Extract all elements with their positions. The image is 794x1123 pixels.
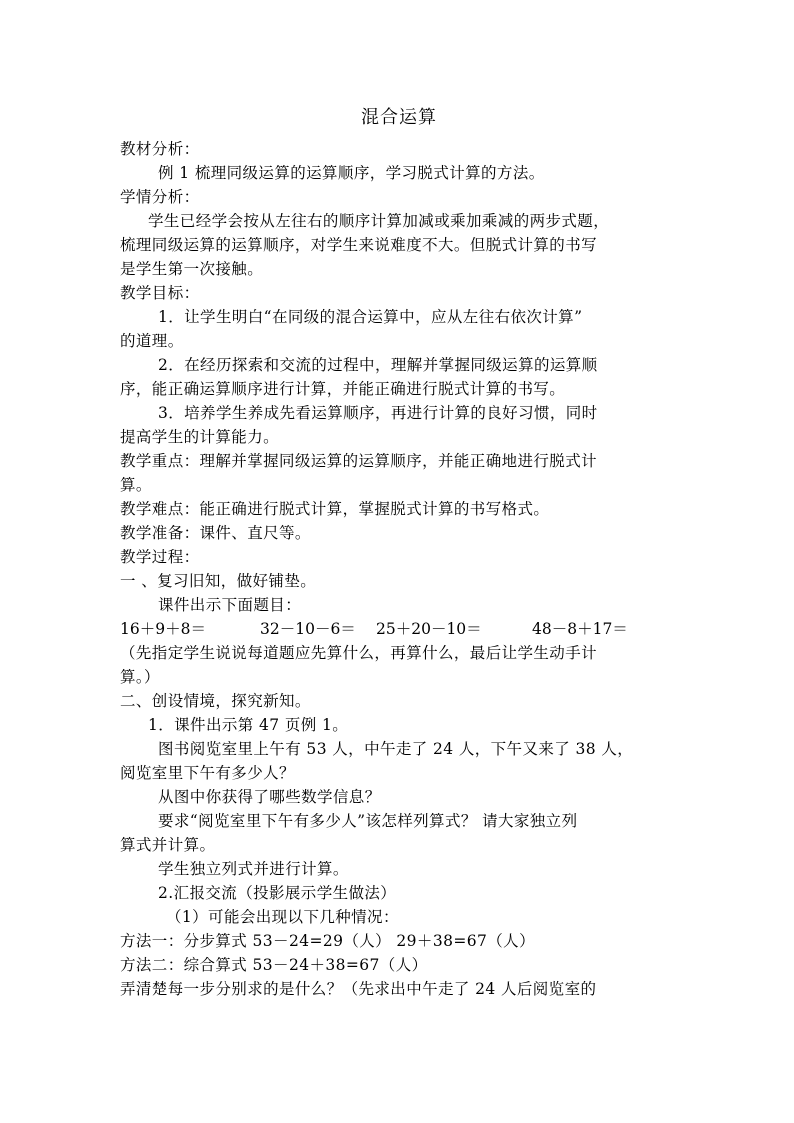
last-line: 弄清楚每一步分别求的是什么？（先求出中午走了 24 人后阅览室的 [120, 980, 597, 998]
goal-item-2: 2．在经历探索和交流的过程中，理解并掌握同级运算的运算顺 [158, 356, 598, 374]
section-2-step-1: 1．课件出示第 47 页例 1。 [148, 716, 349, 734]
student-analysis-line: 是学生第一次接触。 [120, 260, 264, 278]
difficulty: 教学难点：能正确进行脱式计算，掌握脱式计算的书写格式。 [120, 500, 550, 518]
document-body [120, 104, 678, 1001]
goal-item-3: 3．培养学生养成先看运算顺序，再进行计算的良好习惯，同时 [158, 404, 598, 422]
preparation: 教学准备：课件、直尺等。 [120, 524, 311, 542]
goal-item-3-cont: 提高学生的计算能力。 [120, 428, 280, 446]
key-point-cont: 算。 [120, 476, 152, 494]
exercise-row [120, 617, 678, 641]
exercise-item: 16＋9＋8＝ [120, 620, 206, 638]
independent-work: 学生独立列式并进行计算。 [158, 860, 349, 878]
possible-situations: （1）可能会出现以下几种情况： [166, 908, 399, 926]
exercise-item: 25＋20－10＝ [376, 620, 482, 638]
method-1: 方法一：分步算式 53－24=29（人） 29＋38=67（人） [120, 932, 535, 950]
student-analysis-heading: 学情分析： [120, 188, 200, 206]
process-heading: 教学过程： [120, 548, 200, 566]
goal-item-1-cont: 的道理。 [120, 332, 184, 350]
section-1-note-cont: 算。） [120, 668, 160, 686]
question-2-cont: 算式并计算。 [120, 836, 216, 854]
section-1-note: （先指定学生说说每道题应先算什么，再算什么，最后让学生动手计 [120, 644, 598, 662]
goal-item-2-cont: 序，能正确运算顺序进行计算，并能正确进行脱式计算的书写。 [120, 380, 566, 398]
page-title: 混合运算 [361, 107, 437, 128]
question-2: 要求“阅览室里下午有多少人”该怎样列算式？ 请大家独立列 [158, 812, 578, 830]
section-1-intro: 课件出示下面题目： [158, 596, 302, 614]
textbook-analysis-body: 例 1 梳理同级运算的运算顺序，学习脱式计算的方法。 [158, 164, 545, 182]
section-2-heading: 二、创设情境，探究新知。 [120, 692, 311, 710]
exercise-item: 32－10－6＝ [260, 620, 356, 638]
goal-item-1: 1．让学生明白“在同级的混合运算中，应从左往右依次计算” [158, 308, 583, 326]
method-2: 方法二：综合算式 53－24＋38=67（人） [120, 956, 428, 974]
student-analysis-line: 学生已经学会按从左往右的顺序计算加减或乘加乘减的两步式题， [148, 212, 610, 230]
example-problem: 图书阅览室里上午有 53 人，中午走了 24 人，下午又来了 38 人， [158, 740, 634, 758]
section-2-step-2: 2.汇报交流（投影展示学生做法） [158, 884, 397, 902]
student-analysis-line: 梳理同级运算的运算顺序，对学生来说难度不大。但脱式计算的书写 [120, 236, 598, 254]
question-1: 从图中你获得了哪些数学信息？ [158, 788, 381, 806]
section-1-heading: 一 、复习旧知，做好铺垫。 [120, 572, 317, 590]
exercise-item: 48－8＋17＝ [532, 620, 628, 638]
goals-heading: 教学目标： [120, 284, 200, 302]
example-problem-cont: 阅览室里下午有多少人？ [120, 764, 295, 782]
textbook-analysis-heading: 教材分析： [120, 140, 200, 158]
key-point: 教学重点：理解并掌握同级运算的运算顺序，并能正确地进行脱式计 [120, 452, 598, 470]
